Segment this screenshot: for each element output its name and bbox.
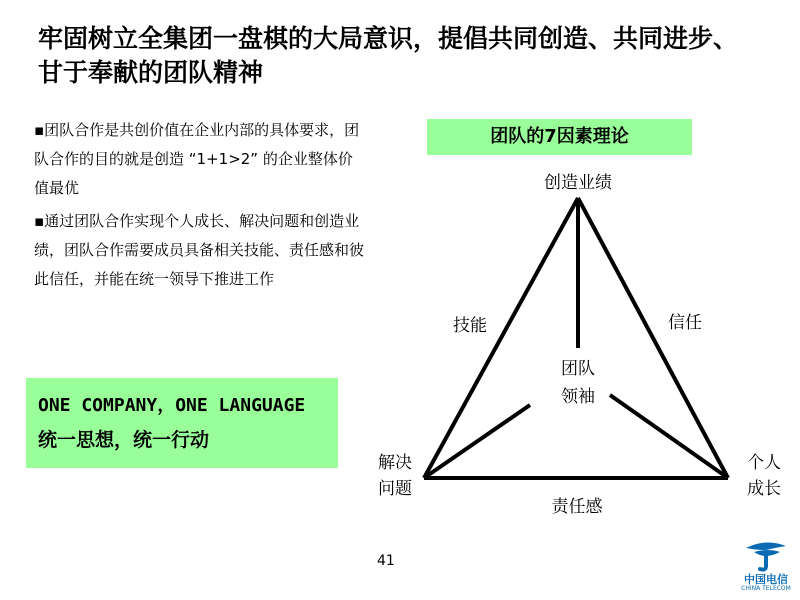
china-telecom-logo bbox=[736, 538, 796, 596]
edge-top-left bbox=[424, 198, 578, 478]
telecom-emblem-icon bbox=[736, 538, 796, 572]
node-left-label-1: 解决 bbox=[378, 453, 412, 473]
spoke-left bbox=[424, 405, 530, 478]
logo-cn-text: 中国电信 bbox=[744, 573, 788, 586]
page-number: 41 bbox=[377, 553, 395, 569]
node-right-label-2: 成长 bbox=[747, 479, 781, 499]
logo-en-text: CHINA TELECOM bbox=[741, 585, 791, 592]
edge-left-label: 技能 bbox=[453, 316, 487, 336]
node-left-label-2: 问题 bbox=[378, 479, 412, 499]
edge-bottom-label: 责任感 bbox=[551, 497, 603, 517]
edge-top-right bbox=[578, 198, 728, 478]
diagram-title: 团队的7因素理论 bbox=[427, 119, 692, 155]
spoke-right bbox=[610, 395, 728, 478]
node-top-label: 创造业绩 bbox=[544, 173, 612, 193]
slogan-english: ONE COMPANY，ONE LANGUAGE bbox=[38, 395, 306, 416]
edge-right-label: 信任 bbox=[668, 313, 702, 333]
slide-title: 牢固树立全集团一盘棋的大局意识，提倡共同创造、共同进步、甘于奉献的团队精神 bbox=[38, 24, 739, 87]
node-right-label-1: 个人 bbox=[747, 453, 781, 473]
center-label-1: 团队 bbox=[561, 359, 595, 379]
bullet-item-1: ▪团队合作是共创价值在企业内部的具体要求，团队合作的目的就是创造 “1+1>2” 的企业整体价值最优 bbox=[34, 121, 360, 197]
center-label-2: 领袖 bbox=[561, 387, 595, 407]
slogan-chinese: 统一思想，统一行动 bbox=[38, 429, 210, 451]
bullet-item-2: ▪通过团队合作实现个人成长、解决问题和创造业绩，团队合作需要成员具备相关技能、责任感和彼此信任，并能在统一领导下推进工作 bbox=[34, 212, 365, 288]
